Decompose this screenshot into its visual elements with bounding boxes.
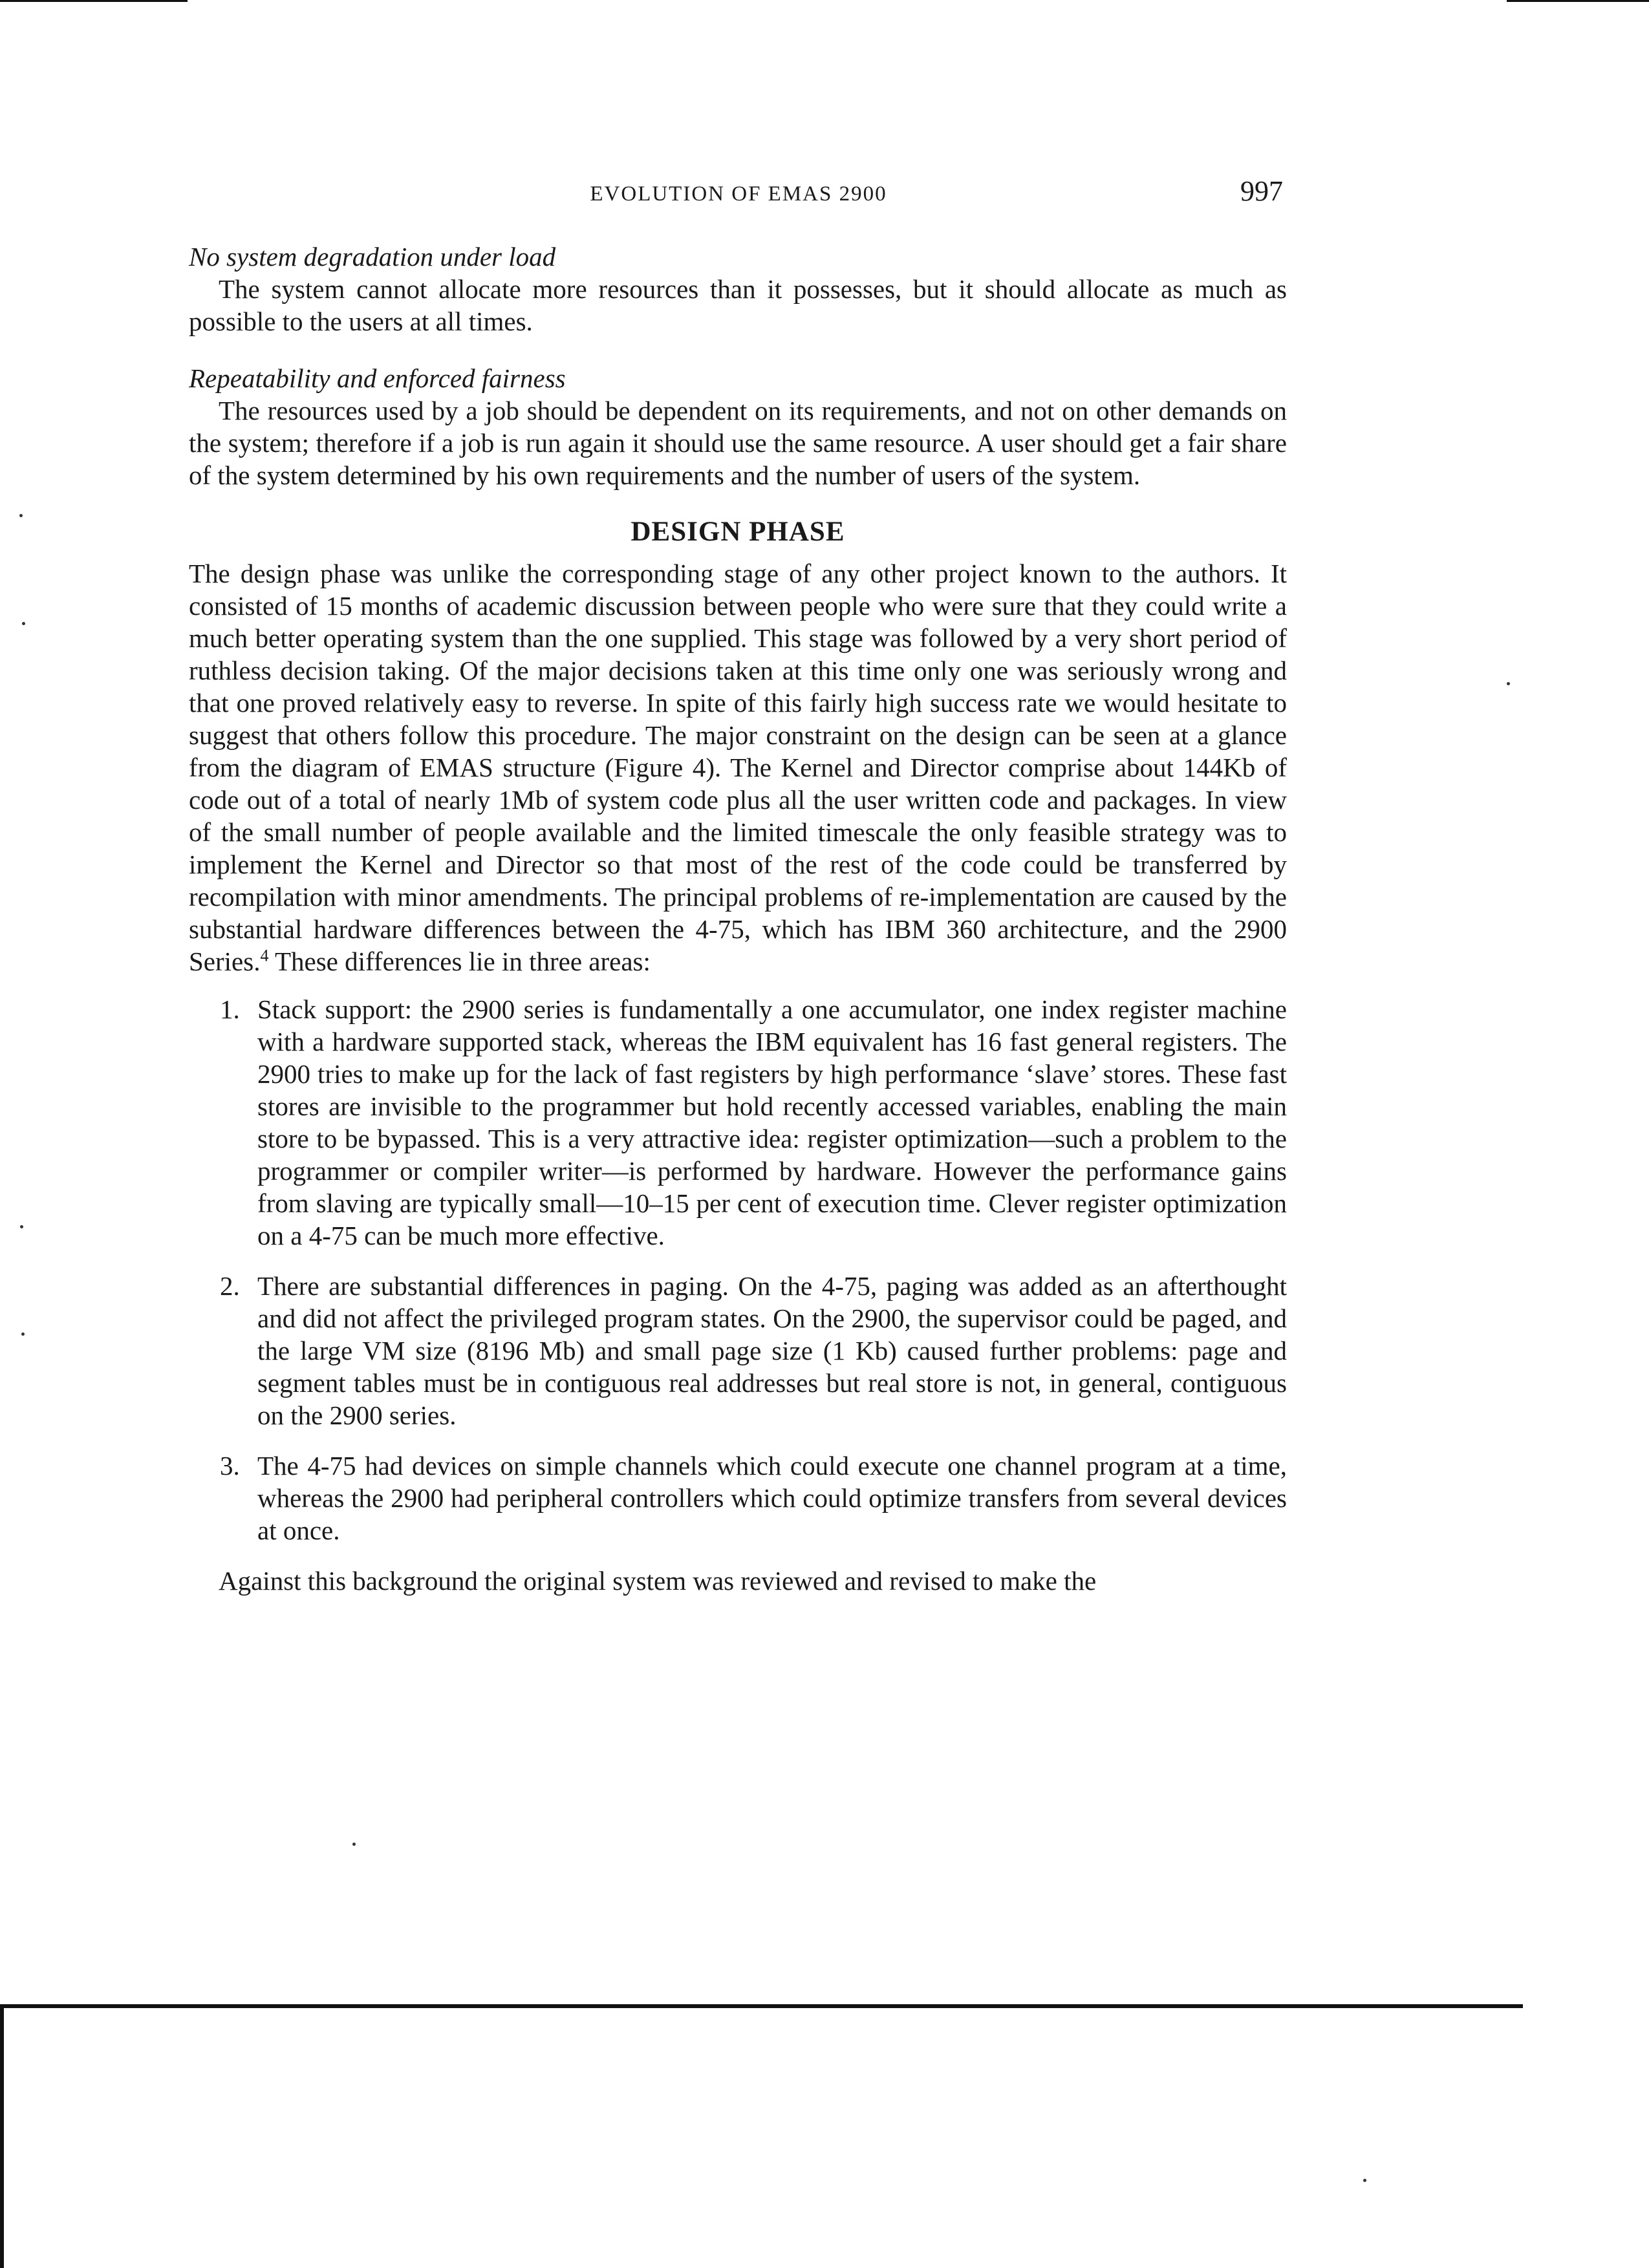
- list-item-text: The 4-75 had devices on simple channels which could execute one channel program at a time, whereas the 2900 had peripheral controllers which could optimize transfers from several devices at once.: [257, 1451, 1287, 1545]
- scan-edge-top-right: [1507, 0, 1649, 2]
- scan-edge-bottom: [0, 2004, 1523, 2008]
- list-item-text: Stack support: the 2900 series is fundamentally a one accumulator, one index register machine with a hardware supported stack, whereas the IBM equivalent has 16 fast general registers. The 2900 tries to make up for the lack of fast registers by high performance ‘slave’ stores. These fast stores are invisible to the programmer but hold recently accessed variables, enabling the main store to be bypassed. This is a very attractive idea: register optimization—such a problem to the programmer or compiler writer—is performed by hardware. However the performance gains from slaving are typically small—10–15 per cent of execution time. Clever register optimization on a 4-75 can be much more effective.: [257, 994, 1287, 1250]
- subheading-repeatability: Repeatability and enforced fairness: [189, 363, 566, 393]
- paragraph-repeatability: The resources used by a job should be dependent on its requirements, and not on other demands on the system; therefore if a job is run again it should use the same resource. A user should get a fair share of the system determined by his own requirements and the number of users of the system.: [189, 396, 1287, 490]
- list-item-number: 2.: [220, 1271, 240, 1301]
- design-phase-text-tail: These differences lie in three areas:: [268, 947, 651, 976]
- list-item: [189, 1450, 1287, 1546]
- list-item-number: 3.: [220, 1451, 240, 1481]
- list-item-number: 1.: [220, 994, 240, 1024]
- design-phase-paragraph: [189, 557, 1287, 978]
- scan-edge-top-left: [0, 0, 188, 2]
- running-title: EVOLUTION OF EMAS 2900: [590, 182, 887, 206]
- page-body: [189, 241, 1287, 1597]
- footnote-marker: 4: [260, 946, 269, 965]
- page-header: [189, 175, 1288, 213]
- difference-list: [189, 993, 1287, 1546]
- list-item: [189, 1270, 1287, 1431]
- closing-paragraph: Against this background the original system was reviewed and revised to make the: [219, 1566, 1097, 1596]
- section-title: DESIGN PHASE: [630, 517, 845, 547]
- list-item-text: There are substantial differences in paging. On the 4-75, paging was added as an afterthought and did not affect the privileged program states. On the 2900, the supervisor could be paged, and the large VM size (8196 Mb) and small page size (1 Kb) caused further problems: page and segment tables must be in contiguous real addresses but real store is not, in general, contiguous on the 2900 series.: [257, 1271, 1287, 1430]
- design-phase-text: The design phase was unlike the corresponding stage of any other project known to the authors. It consisted of 15 months of academic discussion between people who were sure that they could write a much better operating system than the one supplied. This stage was followed by a very short period of ruthless decision taking. Of the major decisions taken at this time only one was seriously wrong and that one proved relatively easy to reverse. In spite of this fairly high success rate we would hesitate to suggest that others follow this procedure. The major constraint on the design can be seen at a glance from the diagram of EMAS structure (Figure 4). The Kernel and Director comprise about 144Kb of code out of a total of nearly 1Mb of system code plus all the user written code and packages. In view of the small number of people available and the limited timescale the only feasible strategy was to implement the Kernel and Director so that most of the rest of the code could be transferred by recompilation with minor amendments. The principal problems of re-implementation are caused by the substantial hardware differences between the 4-75, which has IBM 360 architecture, and the 2900 Series.: [189, 559, 1287, 976]
- list-item: [189, 993, 1287, 1252]
- page-number: 997: [1240, 175, 1283, 207]
- subheading-no-degradation: No system degradation under load: [189, 242, 556, 272]
- paragraph-no-degradation: The system cannot allocate more resources than it possesses, but it should allocate as much as possible to the users at all times.: [189, 274, 1287, 336]
- scan-edge-left: [0, 2004, 4, 2268]
